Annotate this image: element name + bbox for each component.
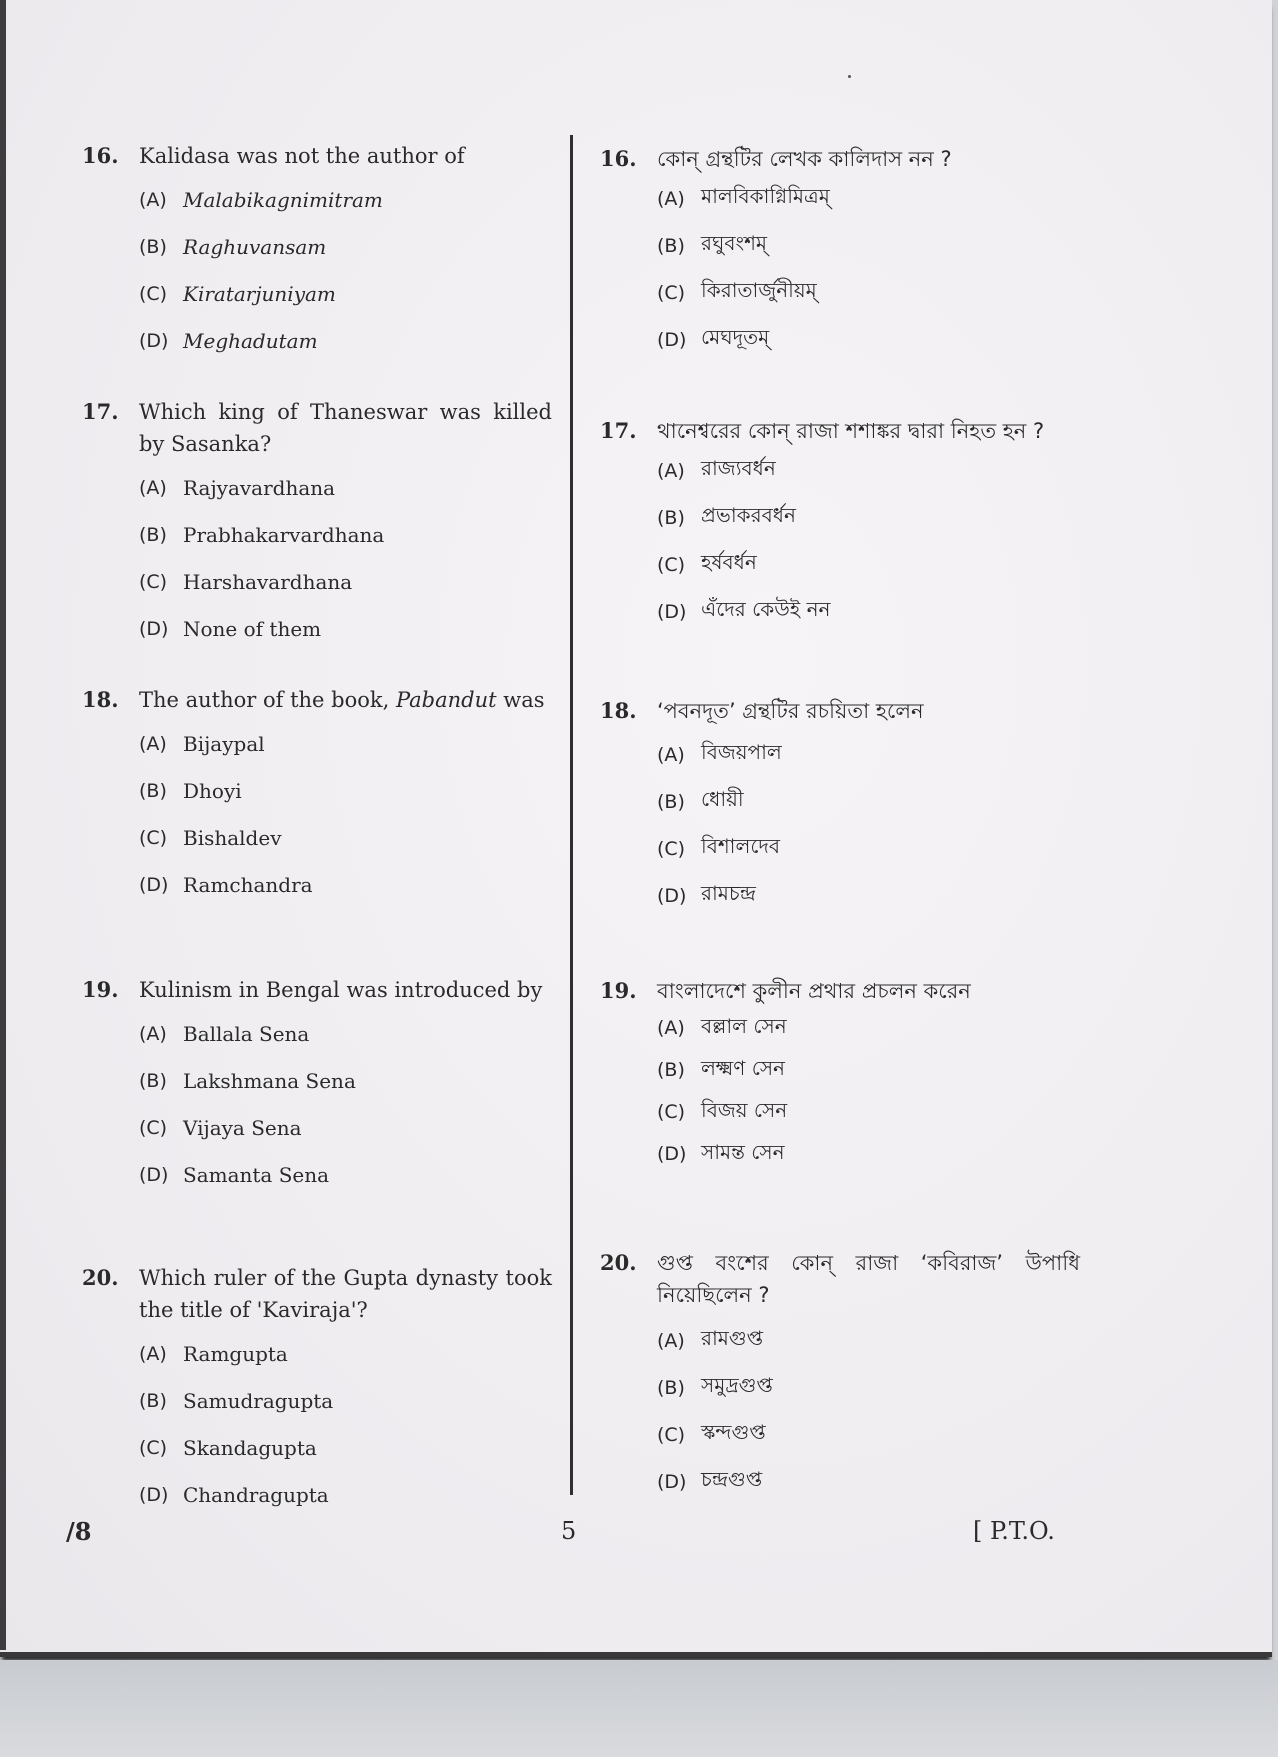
option-label: (B) — [139, 779, 167, 802]
option-b — [82, 767, 552, 814]
option-label: (A) — [657, 1017, 685, 1039]
option-c — [82, 1104, 552, 1151]
question-20-en — [82, 1262, 552, 1518]
option-label: (C) — [139, 826, 168, 849]
option-label: (C) — [657, 281, 686, 304]
option-label: (B) — [139, 235, 167, 258]
option-text: হর্ষবর্ধন — [701, 550, 757, 574]
option-b — [82, 1377, 552, 1424]
option-a — [600, 1007, 1080, 1049]
option-label: (C) — [657, 1423, 686, 1446]
option-a — [600, 731, 1080, 778]
option-label: (D) — [657, 1470, 687, 1493]
option-a — [600, 1317, 1080, 1364]
option-text: লক্ষ্মণ সেন — [701, 1055, 785, 1080]
speck — [848, 75, 851, 78]
option-text: Dhoyi — [183, 778, 242, 803]
option-text: Ramchandra — [183, 872, 313, 897]
question-17-bn — [600, 415, 1080, 635]
question-number: 16. — [82, 143, 119, 168]
option-label: (A) — [139, 732, 167, 755]
question-16-en — [82, 140, 552, 364]
question-text: Which king of Thaneswar was killed by Sasanka? — [139, 400, 552, 456]
option-label: (C) — [139, 1436, 168, 1459]
option-text: রাজ্যবর্ধন — [701, 456, 776, 480]
option-label: (D) — [139, 1483, 169, 1506]
option-b — [82, 1057, 552, 1104]
option-text: কিরাতার্জুনীয়ম্ — [701, 278, 817, 302]
option-a — [600, 447, 1080, 494]
option-text: মালবিকাগ্নিমিত্রম্ — [701, 184, 830, 208]
option-label: (C) — [657, 553, 686, 576]
option-label: (B) — [139, 1069, 167, 1092]
question-number: 20. — [600, 1250, 637, 1275]
option-c — [600, 541, 1080, 588]
option-text: বল্লাল সেন — [701, 1013, 787, 1038]
option-d — [82, 1151, 552, 1198]
question-text: ‘পবনদূত’ গ্রন্থটির রচয়িতা হলেন — [657, 699, 924, 723]
option-text: চন্দ্রগুপ্ত — [701, 1467, 763, 1491]
option-c — [82, 270, 552, 317]
option-text: রামচন্দ্র — [701, 881, 756, 905]
option-text: ধোয়ী — [701, 787, 744, 811]
option-d — [600, 1458, 1080, 1505]
option-label: (C) — [139, 1116, 168, 1139]
option-text: স্কন্দগুপ্ত — [701, 1420, 766, 1444]
option-text: Malabikagnimitram — [183, 187, 383, 212]
option-label: (A) — [139, 1022, 167, 1045]
option-text: Samanta Sena — [183, 1162, 330, 1187]
option-text: মেঘদূতম্ — [701, 325, 770, 349]
option-d — [600, 1133, 1080, 1175]
option-label: (B) — [657, 506, 685, 529]
option-b — [82, 223, 552, 270]
option-c — [600, 1091, 1080, 1133]
question-19-en — [82, 974, 552, 1198]
option-c — [600, 825, 1080, 872]
question-text: Which ruler of the Gupta dynasty took the title of 'Kaviraja'? — [139, 1266, 552, 1322]
question-text: কোন্ গ্রন্থটির লেখক কালিদাস নন ? — [657, 147, 952, 171]
option-d — [82, 605, 552, 652]
option-text: Harshavardhana — [183, 569, 353, 594]
scanner-background — [0, 1660, 1278, 1757]
option-a — [82, 464, 552, 511]
question-number: 20. — [82, 1265, 119, 1290]
option-label: (D) — [139, 873, 169, 896]
option-text: প্রভাকরবর্ধন — [701, 503, 796, 527]
option-label: (B) — [657, 1376, 685, 1399]
option-text: None of them — [183, 616, 322, 641]
question-text-prefix: The author of the book, — [139, 688, 396, 712]
option-text: Lakshmana Sena — [183, 1068, 356, 1093]
option-label: (B) — [139, 523, 167, 546]
question-number: 16. — [600, 146, 637, 171]
option-label: (C) — [139, 570, 168, 593]
question-18-bn — [600, 695, 1080, 919]
option-label: (D) — [139, 329, 169, 352]
question-17-en — [82, 396, 552, 652]
option-a — [82, 1330, 552, 1377]
option-text: Meghadutam — [183, 328, 318, 353]
option-b — [600, 222, 1080, 269]
option-a — [82, 1010, 552, 1057]
option-b — [600, 778, 1080, 825]
option-label: (D) — [139, 1163, 169, 1186]
option-text: Rajyavardhana — [183, 475, 336, 500]
booklet-code: /8 — [66, 1517, 92, 1546]
option-label: (A) — [657, 187, 685, 210]
option-c — [600, 269, 1080, 316]
option-label: (A) — [657, 743, 685, 766]
option-text: Skandagupta — [183, 1435, 317, 1460]
option-b — [82, 511, 552, 558]
question-number: 19. — [82, 977, 119, 1002]
question-text: থানেশ্বরের কোন্ রাজা শশাঙ্কর দ্বারা নিহত হন ? — [657, 419, 1045, 443]
option-d — [82, 317, 552, 364]
option-text: সামন্ত সেন — [701, 1139, 785, 1164]
option-c — [82, 1424, 552, 1471]
option-a — [600, 175, 1080, 222]
page-number: 5 — [561, 1517, 577, 1545]
option-label: (D) — [657, 1143, 687, 1165]
question-16-bn — [600, 143, 1080, 363]
option-label: (A) — [657, 459, 685, 482]
question-number: 18. — [600, 698, 637, 723]
option-label: (B) — [657, 790, 685, 813]
option-d — [600, 588, 1080, 635]
question-text: বাংলাদেশে কুলীন প্রথার প্রচলন করেন — [657, 979, 971, 1003]
option-b — [600, 494, 1080, 541]
question-number: 18. — [82, 687, 119, 712]
option-label: (A) — [657, 1329, 685, 1352]
question-number: 19. — [600, 978, 637, 1003]
option-c — [600, 1411, 1080, 1458]
option-d — [82, 861, 552, 908]
option-text: Kiratarjuniyam — [183, 281, 336, 306]
option-text: বিজয় সেন — [701, 1097, 788, 1122]
option-text: সমুদ্রগুপ্ত — [701, 1373, 773, 1397]
option-text: এঁদের কেউই নন — [701, 597, 831, 621]
question-20-bn — [600, 1247, 1080, 1505]
option-a — [82, 720, 552, 767]
option-text: Ramgupta — [183, 1341, 288, 1366]
option-text: রামগুপ্ত — [701, 1326, 764, 1350]
option-label: (C) — [657, 1101, 686, 1123]
option-text: Prabhakarvardhana — [183, 522, 385, 547]
question-18-en — [82, 684, 552, 908]
option-label: (B) — [657, 234, 685, 257]
question-text-suffix: was — [496, 688, 545, 712]
option-c — [82, 814, 552, 861]
option-label: (A) — [139, 476, 167, 499]
option-label: (A) — [139, 188, 167, 211]
question-number: 17. — [82, 399, 119, 424]
option-label: (D) — [657, 328, 687, 351]
option-text: বিজয়পাল — [701, 740, 782, 764]
option-label: (B) — [657, 1059, 685, 1081]
column-divider — [570, 135, 573, 1495]
option-b — [600, 1049, 1080, 1091]
question-19-bn — [600, 975, 1080, 1175]
option-label: (D) — [139, 617, 169, 640]
option-label: (B) — [139, 1389, 167, 1412]
option-label: (D) — [657, 884, 687, 907]
option-label: (D) — [657, 600, 687, 623]
option-text: Vijaya Sena — [183, 1115, 302, 1140]
option-text: Chandragupta — [183, 1482, 329, 1507]
option-d — [600, 872, 1080, 919]
option-label: (C) — [657, 837, 686, 860]
option-text: Samudragupta — [183, 1388, 334, 1413]
option-text: Bishaldev — [183, 825, 282, 850]
question-text: গুপ্ত বংশের কোন্ রাজা ‘কবিরাজ’ উপাধি নিয়েছিলেন ? — [657, 1251, 1080, 1307]
scan-edge — [0, 0, 6, 1650]
pto-note: [ P.T.O. — [973, 1517, 1055, 1545]
book-title: Pabandut — [395, 688, 497, 712]
option-a — [82, 176, 552, 223]
option-label: (C) — [139, 282, 168, 305]
option-c — [82, 558, 552, 605]
option-text: Raghuvansam — [183, 234, 327, 259]
option-d — [82, 1471, 552, 1518]
option-label: (A) — [139, 1342, 167, 1365]
option-d — [600, 316, 1080, 363]
question-number: 17. — [600, 418, 637, 443]
option-text: বিশালদেব — [701, 834, 781, 858]
option-text: Bijaypal — [183, 731, 265, 756]
option-text: রঘুবংশম্ — [701, 231, 768, 255]
option-text: Ballala Sena — [183, 1021, 310, 1046]
question-text — [139, 684, 552, 716]
question-text: Kalidasa was not the author of — [139, 144, 465, 168]
question-text: Kulinism in Bengal was introduced by — [139, 978, 543, 1002]
option-b — [600, 1364, 1080, 1411]
